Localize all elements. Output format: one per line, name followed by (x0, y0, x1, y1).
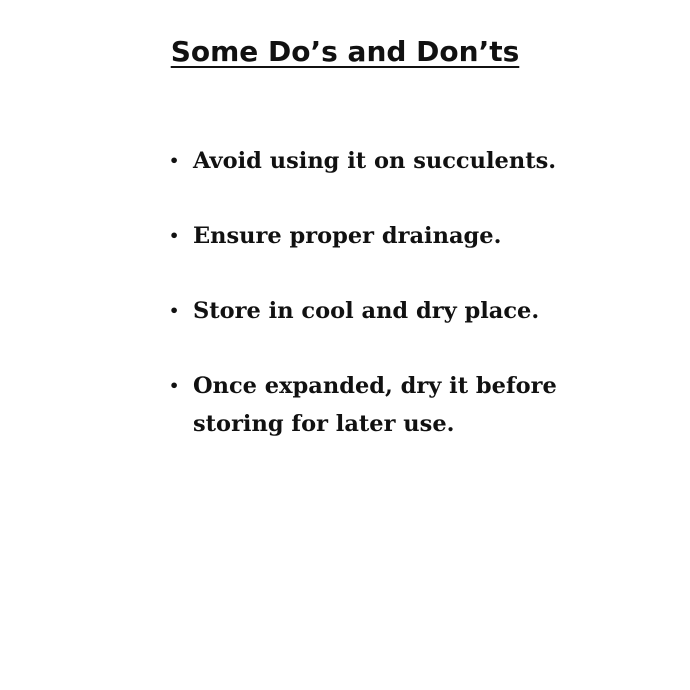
bullet-icon: • (169, 376, 180, 395)
list-item (166, 142, 566, 180)
bullet-icon: • (169, 301, 180, 320)
bullet-icon: • (169, 226, 180, 245)
page-title (0, 32, 690, 72)
list-item-text: Store in cool and dry place. (193, 298, 540, 324)
list-item (166, 367, 566, 443)
list-item-text: Once expanded, dry it before storing for later use. (193, 373, 557, 437)
list-item-text: Ensure proper drainage. (193, 223, 502, 249)
tips-list (166, 142, 566, 480)
page-title-text: Some Do’s and Don’ts (170, 35, 520, 68)
bullet-icon: • (169, 151, 180, 170)
list-item (166, 217, 566, 255)
list-item-text: Avoid using it on succulents. (193, 148, 557, 174)
list-item (166, 292, 566, 330)
